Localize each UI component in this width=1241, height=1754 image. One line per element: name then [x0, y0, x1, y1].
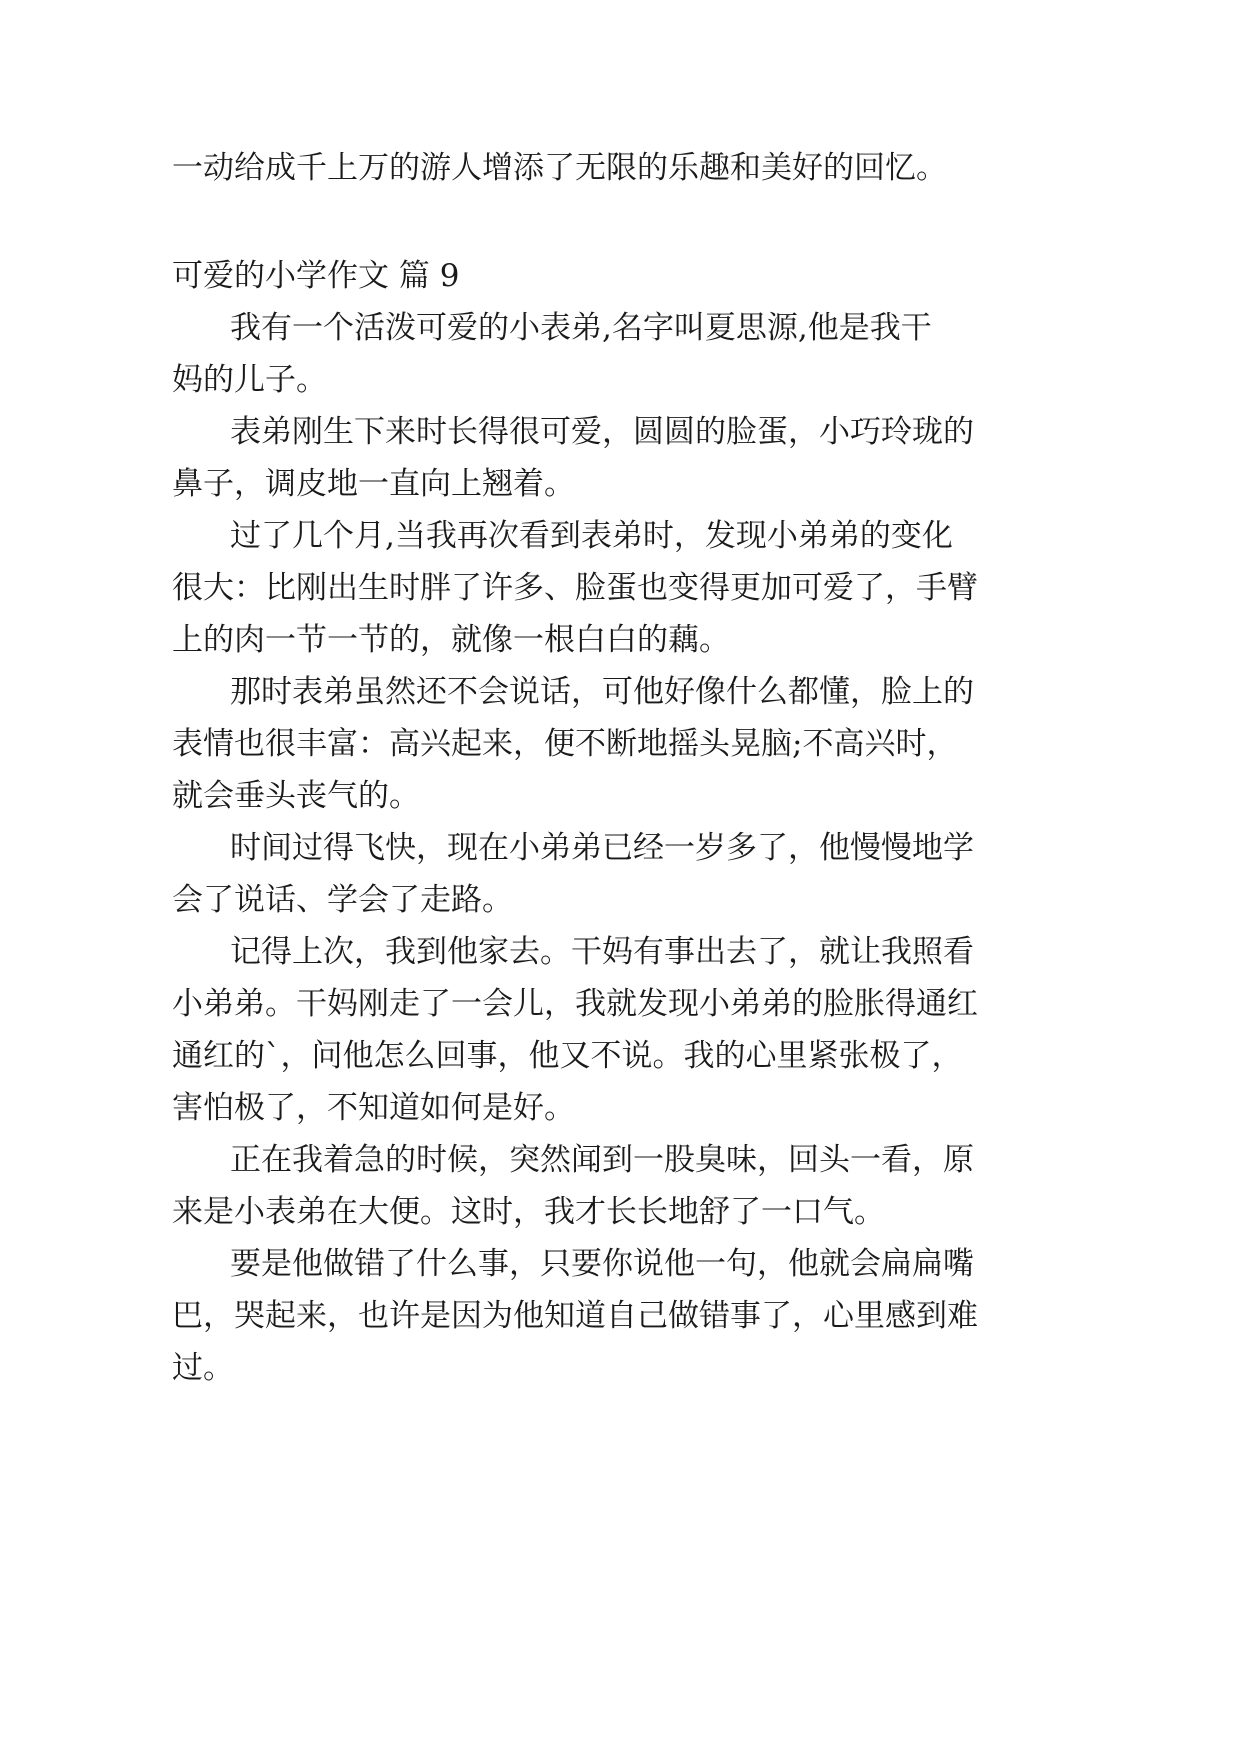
paragraph-text: 表情也很丰富：高兴起来，便不断地摇头晃脑;不高兴时，: [172, 726, 958, 762]
paragraph-text: 鼻子，调皮地一直向上翘着。: [172, 466, 575, 502]
paragraph-text: 上的肉一节一节的，就像一根白白的藕。: [172, 622, 730, 658]
paragraph-text: 妈的儿子。: [172, 362, 327, 398]
paragraph-text: 那时表弟虽然还不会说话，可他好像什么都懂，脸上的: [230, 674, 974, 710]
paragraph-text: 很大：比刚出生时胖了许多、脸蛋也变得更加可爱了，手臂: [172, 570, 978, 606]
paragraph-text: 表弟刚生下来时长得很可爱，圆圆的脸蛋，小巧玲珑的: [230, 414, 974, 450]
paragraph-text: 害怕极了，不知道如何是好。: [172, 1090, 575, 1126]
paragraph-text: 小弟弟。干妈刚走了一会儿，我就发现小弟弟的脸胀得通红: [172, 986, 978, 1022]
paragraph-text: 我有一个活泼可爱的小表弟,名字叫夏思源,他是我干: [230, 310, 932, 346]
paragraph-text: 通红的`，问他怎么回事，他又不说。我的心里紧张极了，: [172, 1038, 963, 1074]
paragraph-text: 记得上次，我到他家去。干妈有事出去了，就让我照看: [230, 934, 974, 970]
paragraph-text: 要是他做错了什么事，只要你说他一句，他就会扁扁嘴: [230, 1246, 974, 1282]
continuation-text: 一动给成千上万的游人增添了无限的乐趣和美好的回忆。: [172, 150, 947, 186]
section-title-text: 可爱的小学作文 篇 9: [172, 258, 460, 294]
paragraph-text: 巴，哭起来，也许是因为他知道自己做错事了，心里感到难: [172, 1298, 978, 1334]
paragraph-text: 时间过得飞快，现在小弟弟已经一岁多了，他慢慢地学: [230, 830, 974, 866]
paragraph-text: 会了说话、学会了走路。: [172, 882, 513, 918]
paragraph-text: 来是小表弟在大便。这时，我才长长地舒了一口气。: [172, 1194, 885, 1230]
paragraph-text: 就会垂头丧气的。: [172, 778, 420, 814]
paragraph-text: 过。: [172, 1350, 234, 1386]
paragraph-text: 过了几个月,当我再次看到表弟时，发现小弟弟的变化: [230, 518, 953, 554]
paragraph-text: 正在我着急的时候，突然闻到一股臭味，回头一看，原: [230, 1142, 974, 1178]
